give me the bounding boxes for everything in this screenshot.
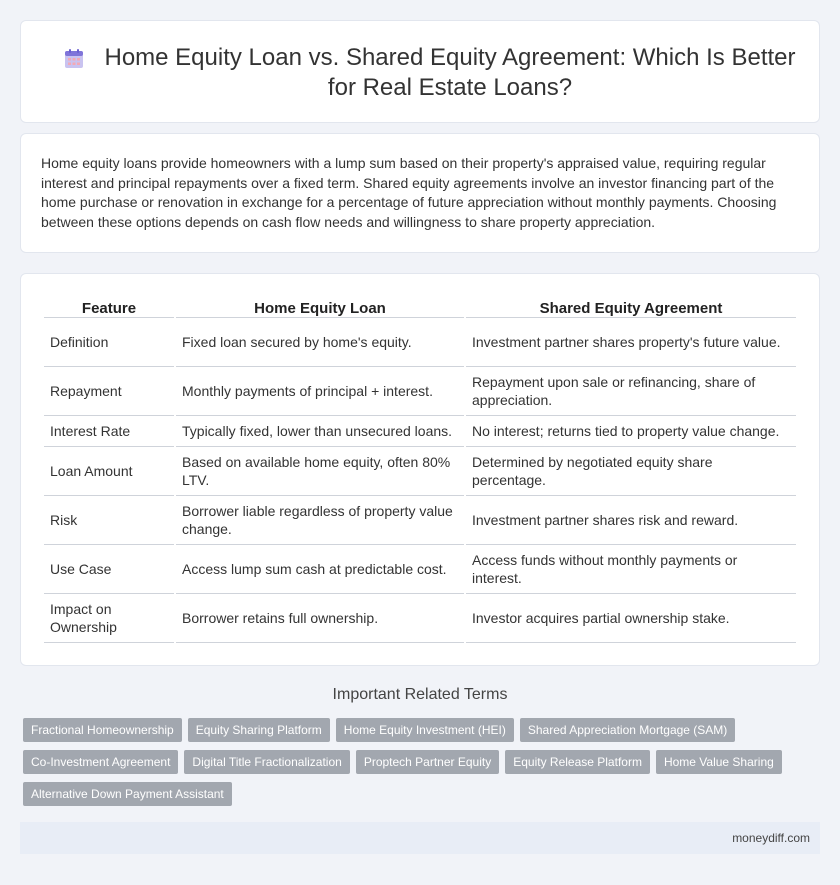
related-term-tag[interactable]: Shared Appreciation Mortgage (SAM) — [520, 718, 735, 742]
related-term-tag[interactable]: Alternative Down Payment Assistant — [23, 782, 232, 806]
shared-equity-cell: Access funds without monthly payments or interest. — [466, 545, 796, 594]
home-equity-loan-cell: Access lump sum cash at predictable cost. — [176, 545, 464, 594]
home-equity-loan-cell: Fixed loan secured by home's equity. — [176, 318, 464, 367]
header-home-equity-loan: Home Equity Loan — [176, 296, 464, 318]
home-equity-loan-cell: Borrower liable regardless of property value change. — [176, 496, 464, 545]
table-row — [44, 318, 796, 367]
header-shared-equity-agreement: Shared Equity Agreement — [466, 296, 796, 318]
feature-cell: Impact on Ownership — [44, 594, 174, 643]
feature-cell: Repayment — [44, 367, 174, 416]
shared-equity-cell: Repayment upon sale or refinancing, share of appreciation. — [466, 367, 796, 416]
home-equity-loan-cell: Typically fixed, lower than unsecured loans. — [176, 416, 464, 447]
feature-cell: Definition — [44, 318, 174, 367]
title-card — [20, 20, 820, 123]
header-feature: Feature — [44, 296, 174, 318]
shared-equity-cell: Determined by negotiated equity share percentage. — [466, 447, 796, 496]
shared-equity-cell: Investment partner shares risk and reward. — [466, 496, 796, 545]
comparison-card — [20, 273, 820, 666]
related-terms-list — [23, 718, 813, 806]
related-term-tag[interactable]: Proptech Partner Equity — [356, 750, 499, 774]
related-term-tag[interactable]: Co-Investment Agreement — [23, 750, 178, 774]
shared-equity-cell: Investment partner shares property's future value. — [466, 318, 796, 367]
table-row — [44, 367, 796, 416]
table-header-row — [44, 296, 796, 318]
feature-cell: Use Case — [44, 545, 174, 594]
related-term-tag[interactable]: Home Value Sharing — [656, 750, 782, 774]
feature-cell: Interest Rate — [44, 416, 174, 447]
table-row — [44, 416, 796, 447]
feature-cell: Risk — [44, 496, 174, 545]
intro-text: Home equity loans provide homeowners with a lump sum based on their property's appraised value, requiring regular interest and principal repayments over a fixed term. Shared equity agreements involve an investor financing part of the home purchase or renovation in exchange for a percentage of future appreciation without monthly payments. Choosing between these options depends on cash flow needs and willingness to share property appreciation. — [41, 155, 777, 230]
comparison-table — [42, 296, 798, 643]
related-term-tag[interactable]: Equity Sharing Platform — [188, 718, 330, 742]
related-term-tag[interactable]: Home Equity Investment (HEI) — [336, 718, 514, 742]
related-term-tag[interactable]: Equity Release Platform — [505, 750, 650, 774]
table-row — [44, 545, 796, 594]
table-row — [44, 594, 796, 643]
table-row — [44, 447, 796, 496]
home-equity-loan-cell: Borrower retains full ownership. — [176, 594, 464, 643]
shared-equity-cell: No interest; returns tied to property value change. — [466, 416, 796, 447]
footer — [20, 822, 820, 854]
related-term-tag[interactable]: Digital Title Fractionalization — [184, 750, 349, 774]
footer-site-link[interactable]: moneydiff.com — [732, 831, 810, 845]
related-terms-title: Important Related Terms — [332, 686, 508, 703]
related-term-tag[interactable]: Fractional Homeownership — [23, 718, 182, 742]
home-equity-loan-cell: Based on available home equity, often 80% LTV. — [176, 447, 464, 496]
intro-card — [20, 133, 820, 253]
home-equity-loan-cell: Monthly payments of principal + interest. — [176, 367, 464, 416]
page-title: Home Equity Loan vs. Shared Equity Agreement: Which Is Better for Real Estate Loans? — [104, 44, 796, 101]
feature-cell: Loan Amount — [44, 447, 174, 496]
table-row — [44, 496, 796, 545]
shared-equity-cell: Investor acquires partial ownership stake. — [466, 594, 796, 643]
